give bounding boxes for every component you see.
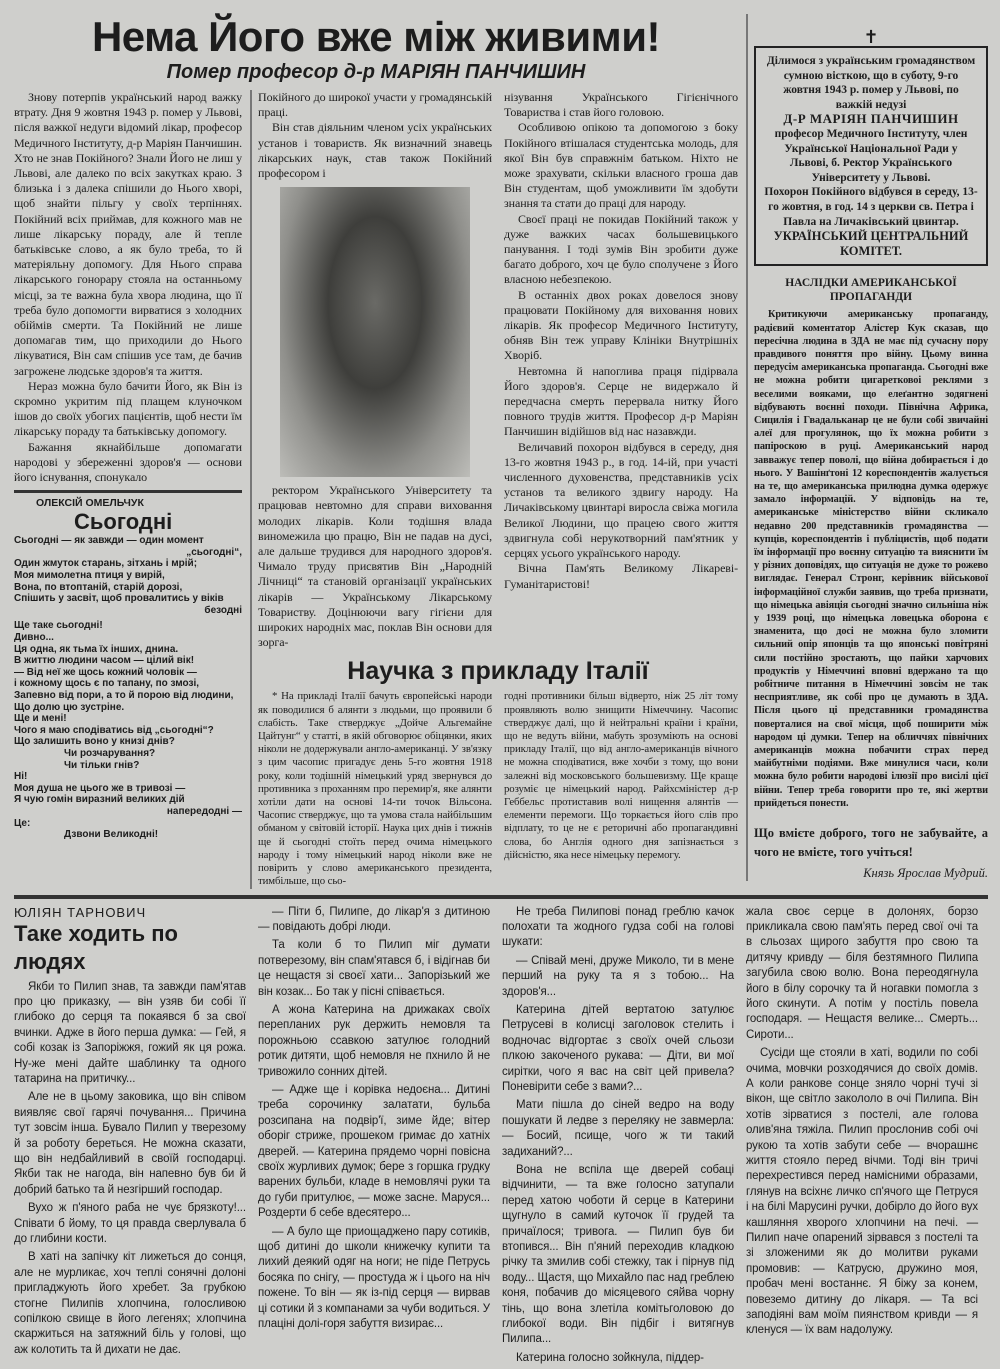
story-column-2: [258, 905, 490, 1336]
story-column-1: [14, 980, 246, 1359]
poem-line: Я чую гомін виразний великих дій: [14, 794, 242, 806]
divider: [14, 490, 242, 493]
paragraph: ректором Українського Університету та працював невтомно для справи виховання молодих лікарів. Коли тодішня влада виномежила цю працю, Він не падав на дусі, але дальше трудився для народного здоров'я. Чимало труду присвятив Він „Народній Лічниці“ та становій організації українських лікарів — Українському Лікарському Товариству. Доцінюючи вагу гігієни для широких народніх мас, поклав Він основи для зорга-: [258, 483, 492, 650]
cross-icon: ✝: [754, 28, 988, 46]
poem-line: Один жмуток старань, зітхань і мрій;: [14, 558, 242, 570]
paragraph: годні противники більш відверто, ніж 25 літ тому проявляють волю знищити Німеччину. Часопис стверджує далі, що й нейтральні країни і країни, що не ведуть війни, мабуть зрозуміють на основі прикладу Італії, що від англо-американців вічного не можна сподіватися, вже хочби з тому, що вони залежні від московського большевизму. Ще краще розуміє це німецький народ. Райхсміністер д-р Геббельс протиставив волі нищення алянтів — елементи перемоги. Що торкається його слів про відплату, то це не є реторичні або пропагандивні слова, бо Англія одного дня запізнається з дійсністю, яка несе німецьку перемогу.: [504, 690, 738, 862]
notice-titles: професор Медичного Інституту, член Української Національної Ради у Львові, б. Ректор Українського Університету у Львові.: [764, 127, 978, 185]
paragraph: — Співай мені, друже Миколо, ти в мене перший на руку та я з тобою... На здоров'я...: [502, 954, 734, 1000]
poem-line: Що залишить воно у книзі днів?: [14, 736, 242, 748]
poem-line: Що долю цю зустріне.: [14, 702, 242, 714]
propaganda-title: НАСЛІДКИ АМЕРИКАНСЬКОЇ ПРОПАГАНДИ: [764, 276, 978, 304]
paragraph: — Піти б, Пилипе, до лікар'я з дитиною — повідають добрі люди.: [258, 905, 490, 936]
paragraph: Невтомна й напоглива праця підірвала Його здоров'я. Серце не видержало й передчасна смерть перервала нитку Його повного трудів життя. Професор д-р Маріян Панчишин відійшов від нас назавжди.: [504, 364, 738, 440]
paragraph: Вона не вспіла ще дверей собаці відчинити, — та вже голосно затупали перед хатою чоботи й серце в Катерини щугнуло в самий куточок її грудей та причаїлося; тривога. — Пилип був би втопився... Він п'яний переходив кладкою річку та змилив собі стежку, так і пірнув під воду... Щастя, що Михайло пас над греблею коня, побачив до місяцевого сяйва чорну тінь, що вона злетіла комітьголовою до глибокої води. Він підбіг і витягнув Пилипа...: [502, 1163, 734, 1348]
notice-text: Ділимося з українським громадянством сумною вісткою, що в суботу, 9-го жовтня 1943 р. помер у Львові, по важкій недузі: [764, 54, 978, 112]
poem-line: Моя душа не цього же в тривозі —: [14, 783, 242, 795]
poem-author: ОЛЕКСІЙ ОМЕЛЬЧУК: [14, 497, 242, 509]
poem-line: Чи тільки гнів?: [14, 760, 242, 772]
poem-line: Дзвони Великодні!: [14, 829, 242, 841]
portrait-photo: [280, 187, 470, 477]
paragraph: Нераз можна було бачити Його, як Він із скромно укритим під плащем клуночком ішов до своїх убогих пацієнтів, щоб нести їм лікарську пораду та батьківську допомогу.: [14, 379, 242, 440]
poem-body: [14, 535, 242, 840]
poem-line: Моя мимолетна птиця у вирій,: [14, 570, 242, 582]
poem-line: Дивно...: [14, 632, 242, 644]
quote-text: Що вмієте доброго, того не забувайте, а чого не вмієте, того учіться!: [754, 824, 988, 862]
story-column-4: [746, 905, 978, 1342]
paragraph: * На прикладі Італії бачуть європейські народи як поводилися б алянти з людьми, що проявили б слабість. Таке стверджує „Дойче Альгемайне Цайтунг“ у статті, в якій обговорює обіцянки, яких ніколи не додержували англо-американці. У зв'язку з цим часопис пригадує день 5-го жовтня 1918 року, коли тодішній німецький уряд звернувся до противника з проханням про перемир'я, яке алянти хотіли дати на основі 14-ти точок Вільсона. Часопис стверджує, що та умова стала найбільшим обманом у світовій історії. Наука цих днів і тижнів ще й сьогодні стоїть перед очима німецького народу і тому німецький народ ніколи вже не повірить у слово американського президента, тимбільше, що сьо-: [258, 690, 492, 888]
poem-line: Ні!: [14, 771, 242, 783]
italy-title: Научка з прикладу Італії: [258, 656, 738, 686]
story-section: [14, 905, 988, 1369]
paragraph: жала своє серце в долонях, борзо прикликала свою пам'ять перед свої очі та в сльозах щирого забуття про свою та дитячу кривду — біля безтямного Пилипа загубила свою волю. Вона переодягнула його в білу сорочку та й ногавки помогла з його скинути. А потім у постіль повела господаря. — Нещастя велике... Смерть... Сироти...: [746, 905, 978, 1044]
propaganda-body: [754, 308, 988, 810]
quote-author: Князь Ярослав Мудрий.: [754, 866, 988, 881]
paragraph: — Адже ще і корівка недоєна... Дитині треба сорочинку залатати, бульба розсипана на подвір'ї, зиме йде; вітер оборіг стриже, прошеком гримає до хатніх дверей. — Катерина прядемо чорні повісна своїх журливих думок; бере з горшка грудку варених бульби, кладе в немовлячі руки та до губи притулює, — може засне. Маруся... Роздерти б себе вдесятеро...: [258, 1083, 490, 1222]
paragraph: Критикуючи американську пропаганду, радієвий коментатор Алістер Кук сказав, що пересічна людина в ЗДА не має під сучасну пору правдивого поняття про війну. Цьому винна передусім американська пропаганда. Сьогодні вже не можна робити цигаретковоі реклями з веселими вояками, що елеґантно зодягнені відбувають воєнні походи. Північна Африка, Сицилія і Гвадалькaнар це не були собі звичайні алеї для прогулянок, що їх можна робити з папіроскою в руці. Американський народ завважує тепер поволі, що війна добирається і до нього. У Вашінґтоні 12 кореспондентів жалується на те, що американська прилюдна думка одержує замало інформацій. У відповідь на те, американське міністерство війни скликало недавно 200 представників громадянства — купців, кореспондентів і публіцистів, щоб подати їм інформації про воєнну ситуацію та вияснити їм у різних доповідях, що ситуація не дуже то рожево виглядає. Генерал Стронг, керівник військової інформаційної служби заявив, що треба признати, що німецька авіяція сьогодні значно сильніша ніж у 1939 році, що німецька ловецька оборона є знаменита, що досі не можна було зломити сильний опір японців та що японські повітряні сили постійно зростають, що пайки харчових продуктів у Німеччині вповні вдержано та що робітниче питання в Німеччині зовсім не так несприятливе, як собі про це думають в ЗДА. Після цього ці представники громадянства поверталися на свої місця, щоб поширити між народом ці думки. Тепер на обличчях північних американців можна побачити страх перед майбутніми подіями. Вже минулися часи, коли можна було робити народові ілюзії про висілі цієї війни. Тепер треба говорити про те, які жертви прийдеться понести.: [754, 308, 988, 810]
middle-columns: [250, 90, 738, 889]
obituary-section: [14, 14, 738, 889]
paragraph: Катерина дітей вертатою затулює Петрусеві в колисці заголовок стелить і водночас відгортає з своїх очей сльози плкою закоченого рукава: — Діти, ви мої сирітки, чого я вас на світ цей привела? Поневірити себе з вами?...: [502, 1003, 734, 1095]
poem-line: Вона, по втоптаній, старій дорозі,: [14, 582, 242, 594]
poem-line: Ця одна, як тьма їх інших, днина.: [14, 644, 242, 656]
obituary-column-2-bottom: [258, 483, 492, 650]
paragraph: А жона Катерина на дрижаках своїх перепланих рук держить немовля та порожньою ссавкою затулює голодний ротик дитяти, щоб немовля не пхнило й не тривожило сонних дітей.: [258, 1003, 490, 1080]
section-divider: [14, 895, 988, 899]
paragraph: нізування Українського Гігієнічного Товариства і став його головою.: [504, 90, 738, 120]
paragraph: Бажання якнайбільше допомагати народові у збереженні здоров'я — основи його існування, спонукало: [14, 440, 242, 486]
paragraph: Величавий похорон відбувся в середу, дня 13-го жовтня 1943 р., в год. 14-ій, при участі численного духовенства, представників усіх установ та великого здвигу народу. На Личаківському цвинтарі виросла свіжа могила Великої Людини, що працею свого життя здвигнула собі нерукотворний пам'ятник у серцях усього українського народу.: [504, 440, 738, 562]
paragraph: Вічна Пам'ять Великому Лікареві-Гуманітаристові!: [504, 561, 738, 591]
paragraph: Знову потерпів український народ важку втрату. Дня 9 жовтня 1943 р. помер у Львові, після важкої недуги відомий лікар, професор Медичного Інституту, д-р Маріян Панчишин. Хто не знав Покійного? Знали Його не лиш у Львові, але далеко по всіх закутках краю. З близька і з далека спішили до Нього хворі, щоб знайти пільгу у своїх терпіннях. Покійний всіх приймав, для кожного мав не лише лікарську пораду, але й тепле батьківське слово, а як було треба, то й матеріяльну допомогу. Для Нього справа лікарського гонорару стояла на останньому місці, за те важна була хвора людина, що її треба було допомогти вирватися з холодних обіймів смерти. Та Покійний не лише допомагав тим, що приходили до Нього лікуватися, Він сам спішив усе там, де бачив загрожене людське здоров'я та життя.: [14, 90, 242, 379]
italy-column-2: [504, 690, 738, 862]
poem-line: „сьогодні“,: [14, 547, 242, 559]
notice-funeral: Похорон Покійного відбувся в середу, 13-го жовтня, в год. 14 з церкви св. Петра і Павла на Личаківський цвинтар.: [764, 185, 978, 229]
obituary-column-1: [14, 90, 242, 485]
obituary-middle-row: [258, 90, 738, 650]
poem-line: Сьогодні — як завжди — один момент: [14, 535, 242, 547]
poem-line: і кожному щось є по тапану, по змозі,: [14, 678, 242, 690]
story-column-1-wrap: [14, 905, 246, 1362]
headline: Нема Його вже між живими!: [14, 14, 738, 60]
subheadline: Помер професор д-р МАРІЯН ПАНЧИШИН: [14, 60, 738, 84]
paragraph: Не треба Пилипові понад греблю качок полохати та жодного гудза собі на голові шукати:: [502, 905, 734, 951]
notice-name: Д-Р МАРІЯН ПАНЧИШИН: [764, 112, 978, 127]
paragraph: Своєї праці не покидав Покійний також у дуже важких часах большевицького панування. І тоді зумів Він зробити дуже багато доброго, хоч це було сполучене з Його власною небезпекою.: [504, 212, 738, 288]
poem-line: Це:: [14, 818, 242, 830]
paragraph: Мати пішла до сіней ведро на воду пошукати й ледве з переляку не завмерла: — Босий, псище, чого ж ти такий задиханий?...: [502, 1098, 734, 1160]
poem-line: В життю людини часом — цілий вік!: [14, 655, 242, 667]
paragraph: Вухо ж п'яного раба не чує брязкоту!... Співати б йому, то ця правда сверлувала б до глибини кости.: [14, 1201, 246, 1247]
story-title: Таке ходить по людях: [14, 920, 246, 976]
poem-line: Чого я маю сподіватись від „сьогодні“?: [14, 725, 242, 737]
obituary-column-2-top: [258, 90, 492, 181]
obituary-row: [14, 90, 738, 889]
poem-line: напередодні —: [14, 806, 242, 818]
poem-line: Ще и мені!: [14, 713, 242, 725]
poem-line: Чи розчарування?: [14, 748, 242, 760]
italy-row: [258, 690, 738, 888]
paragraph: Покійного до широкої участи у громадянській праці.: [258, 90, 492, 120]
paragraph: Сусіди ще стояли в хаті, водили по собі очима, мовчки розходячися до своїх домів. А коли ранкове сонце зняло чорні тучі зі вікон, ще світло закололо в очі Пилипа. Він хотів зірватися з постелі, але голова олив'яна тяжіла. Пилип прослонив собі очі рукою та хотів забути себе — вчорашнє життя стояло перед вічми. Тоді він тричі перехрестився перед намісними образами, глянув на всіхнє личко сп'ячого ще Петруся і на білі Марусині ручки, добірло до його вух кашляння хворого хлопчини на печі. — Пилип наче опарений зірвався з постелі та зі зложеними як до молитви руками промовив: — Катрусю, дружино моя, пробач мені востаннє. Я біжу за конем, повеземо дитину до лікаря. — Та всі заподіяні вам моїм пиянством кривди — я кленуся — їх вам надолужу.: [746, 1046, 978, 1339]
italy-column-1: [258, 690, 492, 888]
poem-line: Ще таке сьогодні!: [14, 620, 242, 632]
paragraph: В хаті на запічку кіт лижеться до сонця, але не мурликає, хоч теплі сонячні долоні пригладжують його хребет. За грубкою стогне Пилипів хлопчина, голосливою сопілкою свище в його легенях; хлопчина скаржиться на затяжний біль у голові, що аж колотить та й дихати не дає.: [14, 1250, 246, 1358]
obituary-column-2: [258, 90, 492, 650]
paragraph: Особливою опікою та допомогою з боку Покійного втішалася студентська молодь, для якої Він був справжнім батьком. Ніхто не може зрахувати, скільки власного гроша дав Він студентам, щоб уможливити їм здобути знання та стати до праці для народу.: [504, 120, 738, 211]
paragraph: Він став діяльним членом усіх українських установ і товариств. Як визначний знавець лікарських наук, став також Покійний професором і: [258, 120, 492, 181]
paragraph: Якби то Пилип знав, та завжди пам'ятав про цю приказку, — він узяв би собі її глибоко до серця та покаявся б за свої вчинки. Адже в його перша думка: — Гей, я собі козак із Запоріжжя, гожий як ця рожа. Ну-же мені дайте шаблинку та одного татарина на притичку...: [14, 980, 246, 1088]
paragraph: В останніх двох роках довелося знову працювати Покійному для виховання нових лікарів. Як професор Медичного Інституту, обняв Він теж управу Клініки Внутрішніх Хворіб.: [504, 288, 738, 364]
paragraph: — А було ще приощаджено пару сотиків, щоб дитині до школи книжечку купити та лихий деякий одяг на ноги; не піде Петрусь босяка по снігу, — простуда ж і цього на ніч пожене. То він — як із-під серця — вирвав ці сотики й з компанами за чуби водиться. У плаціні долі-горя забуття визирає...: [258, 1225, 490, 1333]
poem-line: Запевно від пори, а то й порою від людини,: [14, 690, 242, 702]
top-section: [14, 14, 988, 889]
paragraph: Та коли б то Пилип міг думати потверезому, він спам'ятався б, і відігнав би це нещастя зі своєї хати... Запорізький же він козак... Бо так у пісні співається.: [258, 938, 490, 1000]
paragraph: Але не в цьому заковика, що він співом виявляє свої гарячі почування... Причина тут зовсім інша. Бувало Пилип у тверезому й за роботу береться. Не можна сказати, що він недбайливий в своїй господарці. Якби так не нагода, він напевно був би й добрий батько та й незгірший господар.: [14, 1090, 246, 1198]
notice-signature: УКРАЇНСЬКИЙ ЦЕНТРАЛЬНИЙ КОМІТЕТ.: [764, 229, 978, 258]
obituary-column-3: [504, 90, 738, 592]
paragraph: Катерина голосно зойкнула, піддер-: [502, 1351, 734, 1366]
poem-line: безодні: [14, 605, 242, 617]
left-column: [14, 90, 242, 841]
right-column: [746, 14, 988, 881]
story-author: ЮЛІЯН ТАРНОВИЧ: [14, 905, 246, 920]
poem-line: Спішить у засвіт, щоб провалитись у віків: [14, 593, 242, 605]
poem-line: — Від неї же щось кожний чоловік —: [14, 667, 242, 679]
death-notice-box: [754, 46, 988, 266]
poem-title: Сьогодні: [14, 509, 242, 535]
story-column-3: [502, 905, 734, 1369]
